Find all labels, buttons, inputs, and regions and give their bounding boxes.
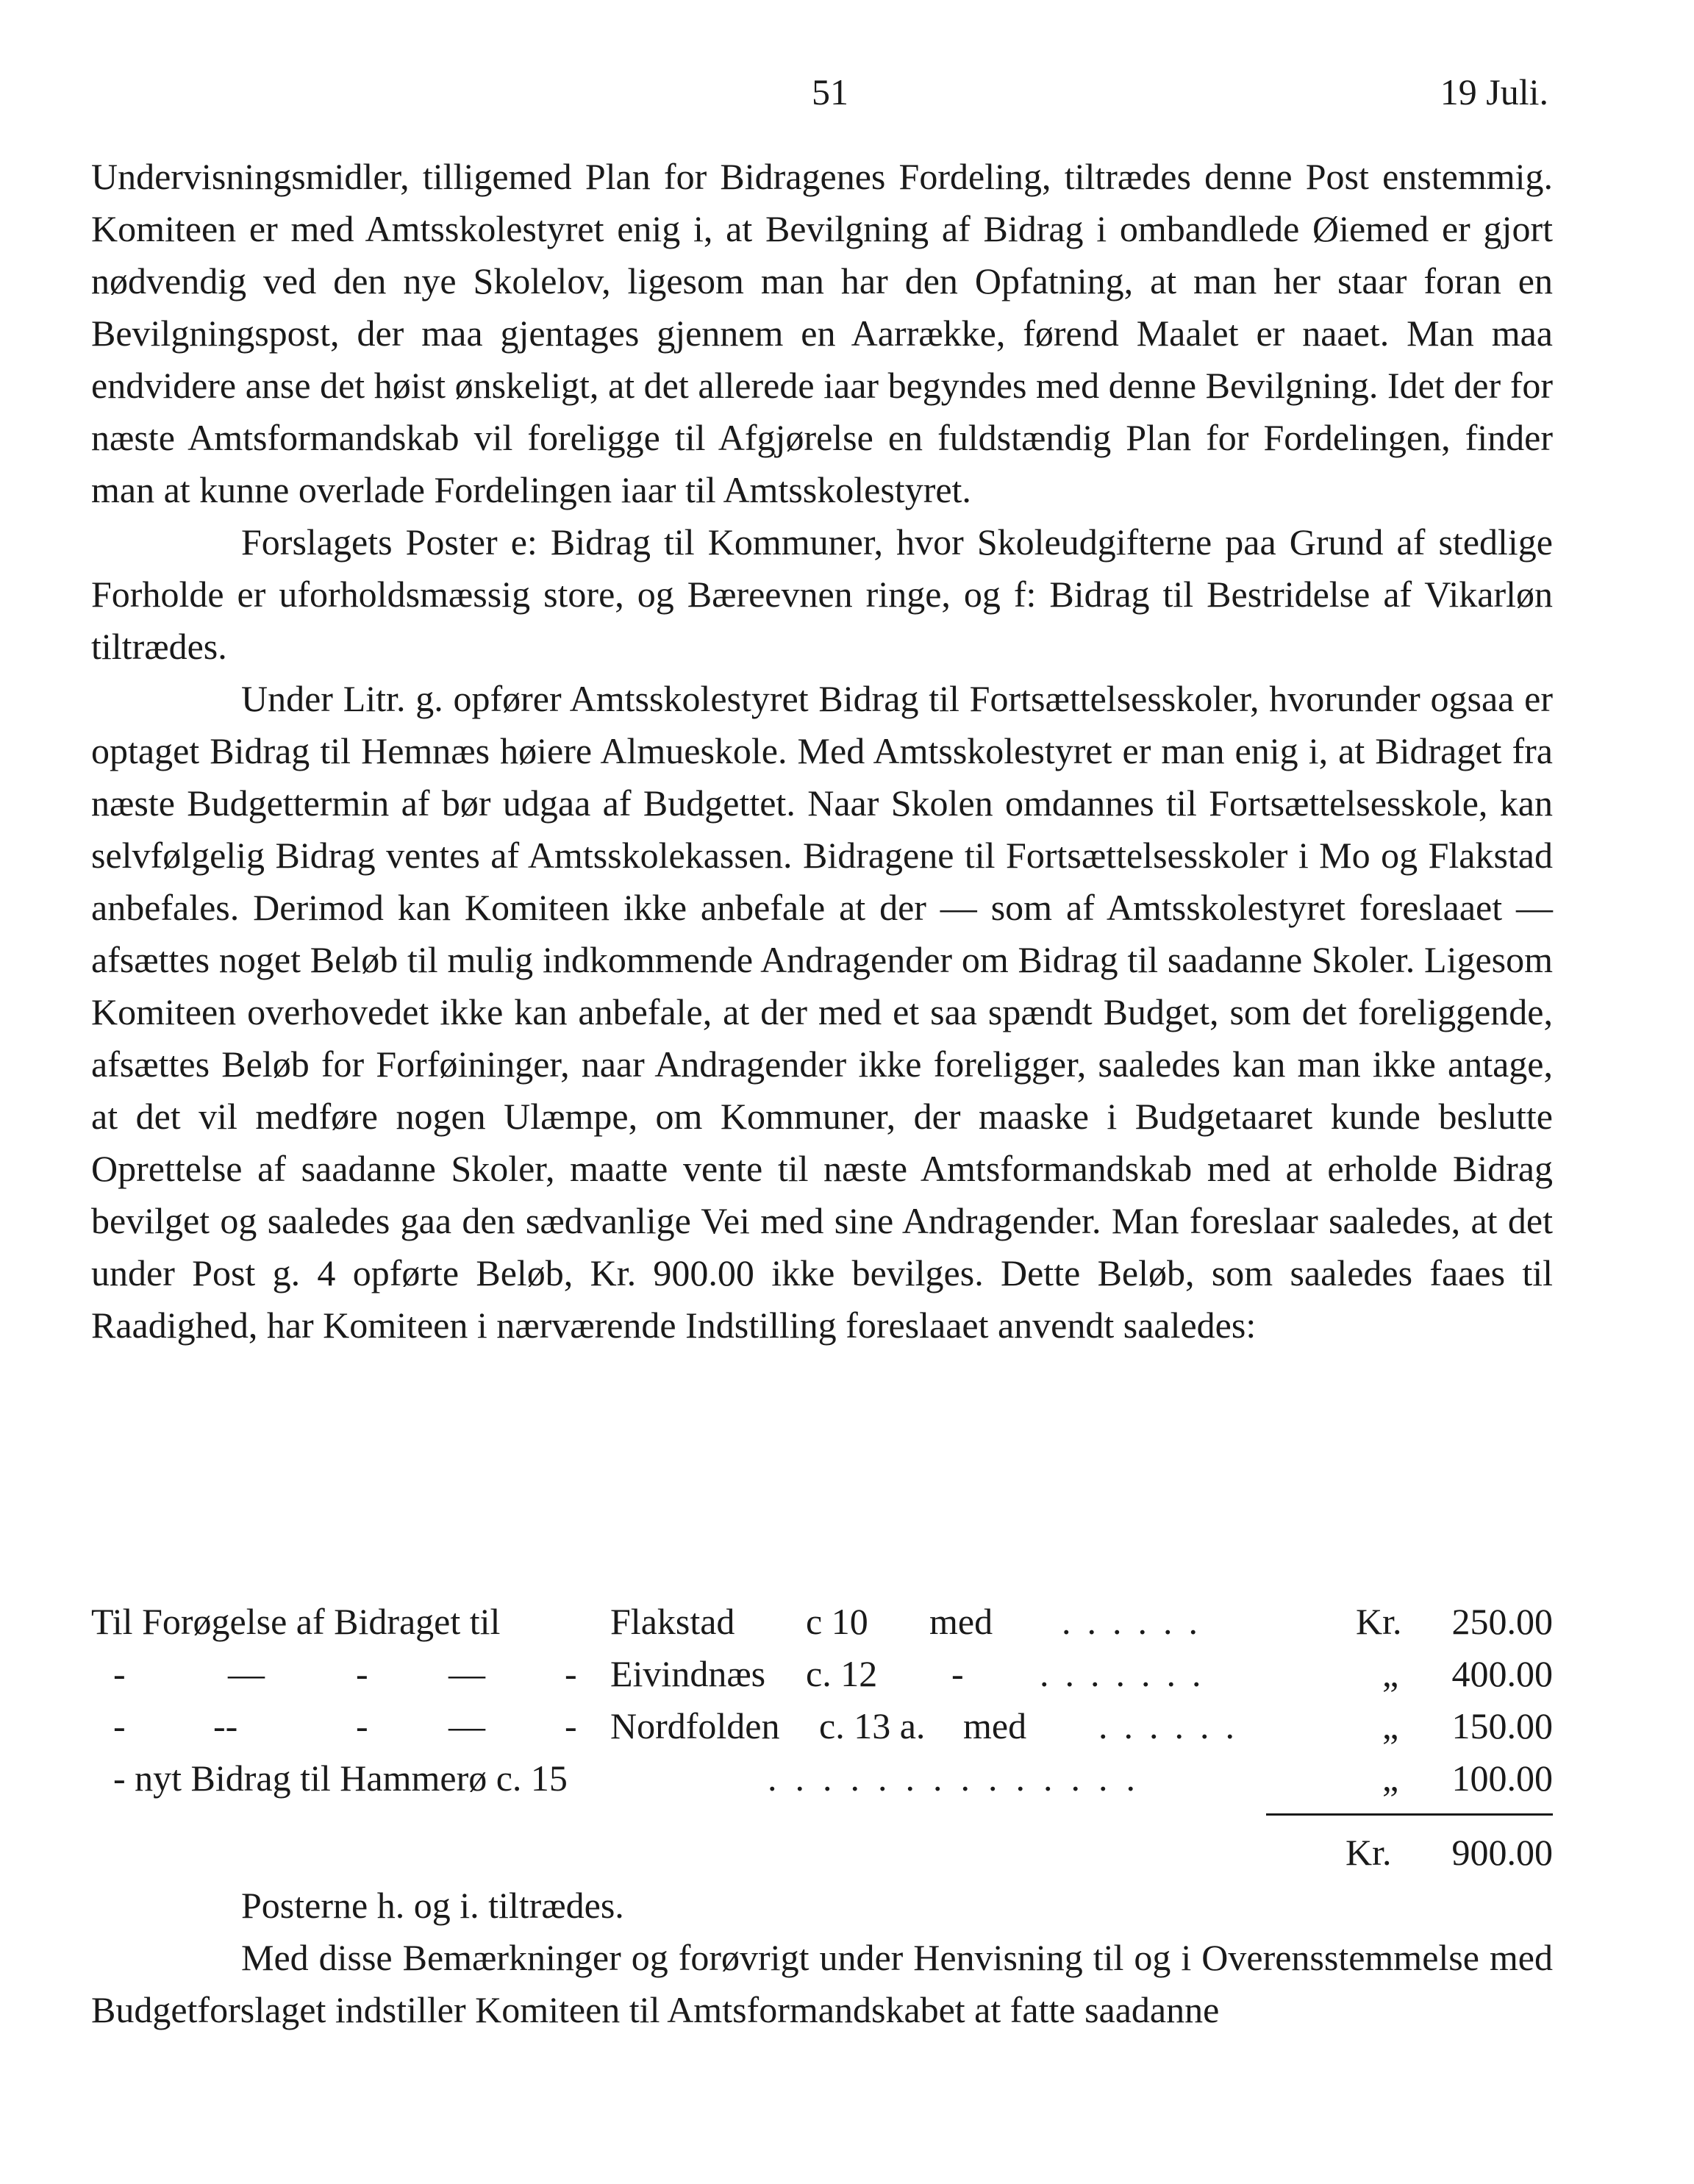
allocation-amount: 400.00 — [1451, 1653, 1553, 1694]
paragraph: Forslagets Poster e: Bidrag til Kommuner, hvor Skoleudgifterne paa Grund af stedlige Forholde er uforholdsmæssig store, og Bæreevnen ringe, og f: Bidrag til Bestridelse af Vikarløn tiltrædes. — [91, 521, 1553, 667]
allocation-row — [91, 1700, 1553, 1752]
allocation-med: - — [951, 1653, 964, 1694]
allocation-amount: 100.00 — [1451, 1757, 1553, 1799]
ditto-dash: — — [448, 1705, 485, 1746]
allocation-row — [91, 1596, 1553, 1648]
document-page — [91, 0, 1553, 2184]
leader-dots: ...... — [1098, 1705, 1251, 1746]
allocation-number: c. 13 a. — [819, 1705, 926, 1746]
currency-mark: „ — [1382, 1757, 1399, 1799]
sum-line — [1266, 1813, 1553, 1816]
closing-text — [91, 1880, 1553, 2036]
leader-dots: ....... — [1040, 1653, 1218, 1694]
total-amount: 900.00 — [1451, 1832, 1553, 1873]
allocation-med: med — [963, 1705, 1027, 1746]
ditto-dash: -- — [213, 1705, 238, 1746]
ditto-dash: — — [228, 1653, 265, 1694]
allocation-amount: 250.00 — [1451, 1601, 1553, 1642]
leader-dots: ...... — [1062, 1601, 1214, 1642]
ditto-dash: - — [356, 1705, 368, 1746]
paragraph: Posterne h. og i. tiltrædes. — [241, 1885, 624, 1926]
allocation-med: med — [929, 1601, 993, 1642]
currency-mark: „ — [1382, 1705, 1399, 1746]
ditto-dash: - — [113, 1705, 126, 1746]
allocation-place: Nordfolden — [610, 1705, 780, 1746]
total-currency: Kr. — [1345, 1832, 1392, 1873]
paragraph: Undervisningsmidler, tilligemed Plan for Bidragenes Fordeling, tiltrædes denne Post enstemmig. Komiteen er med Amtsskolestyret enig i, at Bevilgning af Bidrag i ombandlede Øiemed er gjort nødvendig ved den nye Skolelov, ligesom man har den Opfatning, at man her staar foran en Bevilgningspost, der maa gjentages gjennem en Aarrække, førend Maalet er naaet. Man maa endvidere anse det høist ønskeligt, at det allerede iaar begyndes med denne Bevilgning. Idet der for næste Amtsformandskab vil foreligge til Afgjørelse en fuldstændig Plan for Fordelingen, finder man at kunne overlade Fordelingen iaar til Amtsskolestyret. — [91, 156, 1553, 510]
leader-dots: .............. — [768, 1757, 1154, 1799]
allocation-place: Eivindnæs — [610, 1653, 766, 1694]
allocation-row — [91, 1648, 1553, 1700]
allocation-lead: - nyt Bidrag til Hammerø c. 15 — [113, 1757, 568, 1799]
allocation-lead: Til Forøgelse af Bidraget til — [91, 1601, 501, 1642]
ditto-dash: — — [448, 1653, 485, 1694]
allocation-table — [91, 1596, 1553, 1879]
ditto-dash: - — [565, 1705, 577, 1746]
paragraph: Med disse Bemærkninger og forøvrigt under Henvisning til og i Overensstemmelse med Budgetforslaget indstiller Komiteen til Amtsformandskabet at fatte saadanne — [91, 1937, 1553, 2030]
allocation-number: c. 12 — [806, 1653, 878, 1694]
ditto-dash: - — [113, 1653, 126, 1694]
body-text — [91, 151, 1553, 1352]
allocation-row — [91, 1752, 1553, 1805]
allocation-place: Flakstad — [610, 1601, 735, 1642]
allocation-number: c 10 — [806, 1601, 868, 1642]
page-number: 51 — [812, 71, 848, 113]
allocation-total-row — [91, 1827, 1553, 1879]
page-date: 19 Juli. — [1440, 71, 1548, 113]
paragraph: Under Litr. g. opfører Amtsskolestyret Bidrag til Fortsættelsesskoler, hvorunder ogsaa er optaget Bidrag til Hemnæs høiere Almueskole. Med Amtsskolestyret er man enig i, at Bidraget fra næste Budgettermin af bør udgaa af Budgettet. Naar Skolen omdannes til Fortsættelsesskole, kan selvfølgelig Bidrag ventes af Amtsskolekassen. Bidragene til Fortsættelsesskoler i Mo og Flakstad anbefales. Derimod kan Komiteen ikke anbefale at der — som af Amtsskolestyret foreslaaet — afsættes noget Beløb til mulig indkommende Andragender om Bidrag til saadanne Skoler. Ligesom Komiteen overhovedet ikke kan anbefale, at der med et saa spændt Budget, som det foreliggende, afsættes Beløb for Forføininger, naar Andragender ikke foreligger, saaledes kan man ikke antage, at det vil medføre nogen Ulæmpe, om Kommuner, der maaske i Budgetaaret kunde beslutte Oprettelse af saadanne Skoler, maatte vente til næste Amtsformandskab med at erholde Bidrag bevilget og saaledes gaa den sædvanlige Vei med sine Andragender. Man foreslaar saaledes, at det under Post g. 4 opførte Beløb, Kr. 900.00 ikke bevilges. Dette Beløb, som saaledes faaes til Raadighed, har Komiteen i nærværende Indstilling foreslaaet anvendt saaledes: — [91, 678, 1553, 1346]
ditto-dash: - — [356, 1653, 368, 1694]
allocation-amount: 150.00 — [1451, 1705, 1553, 1746]
sum-rule — [91, 1805, 1553, 1827]
currency-mark: „ — [1382, 1653, 1399, 1694]
currency-mark: Kr. — [1356, 1601, 1402, 1642]
page-header — [91, 71, 1553, 122]
ditto-dash: - — [565, 1653, 577, 1694]
